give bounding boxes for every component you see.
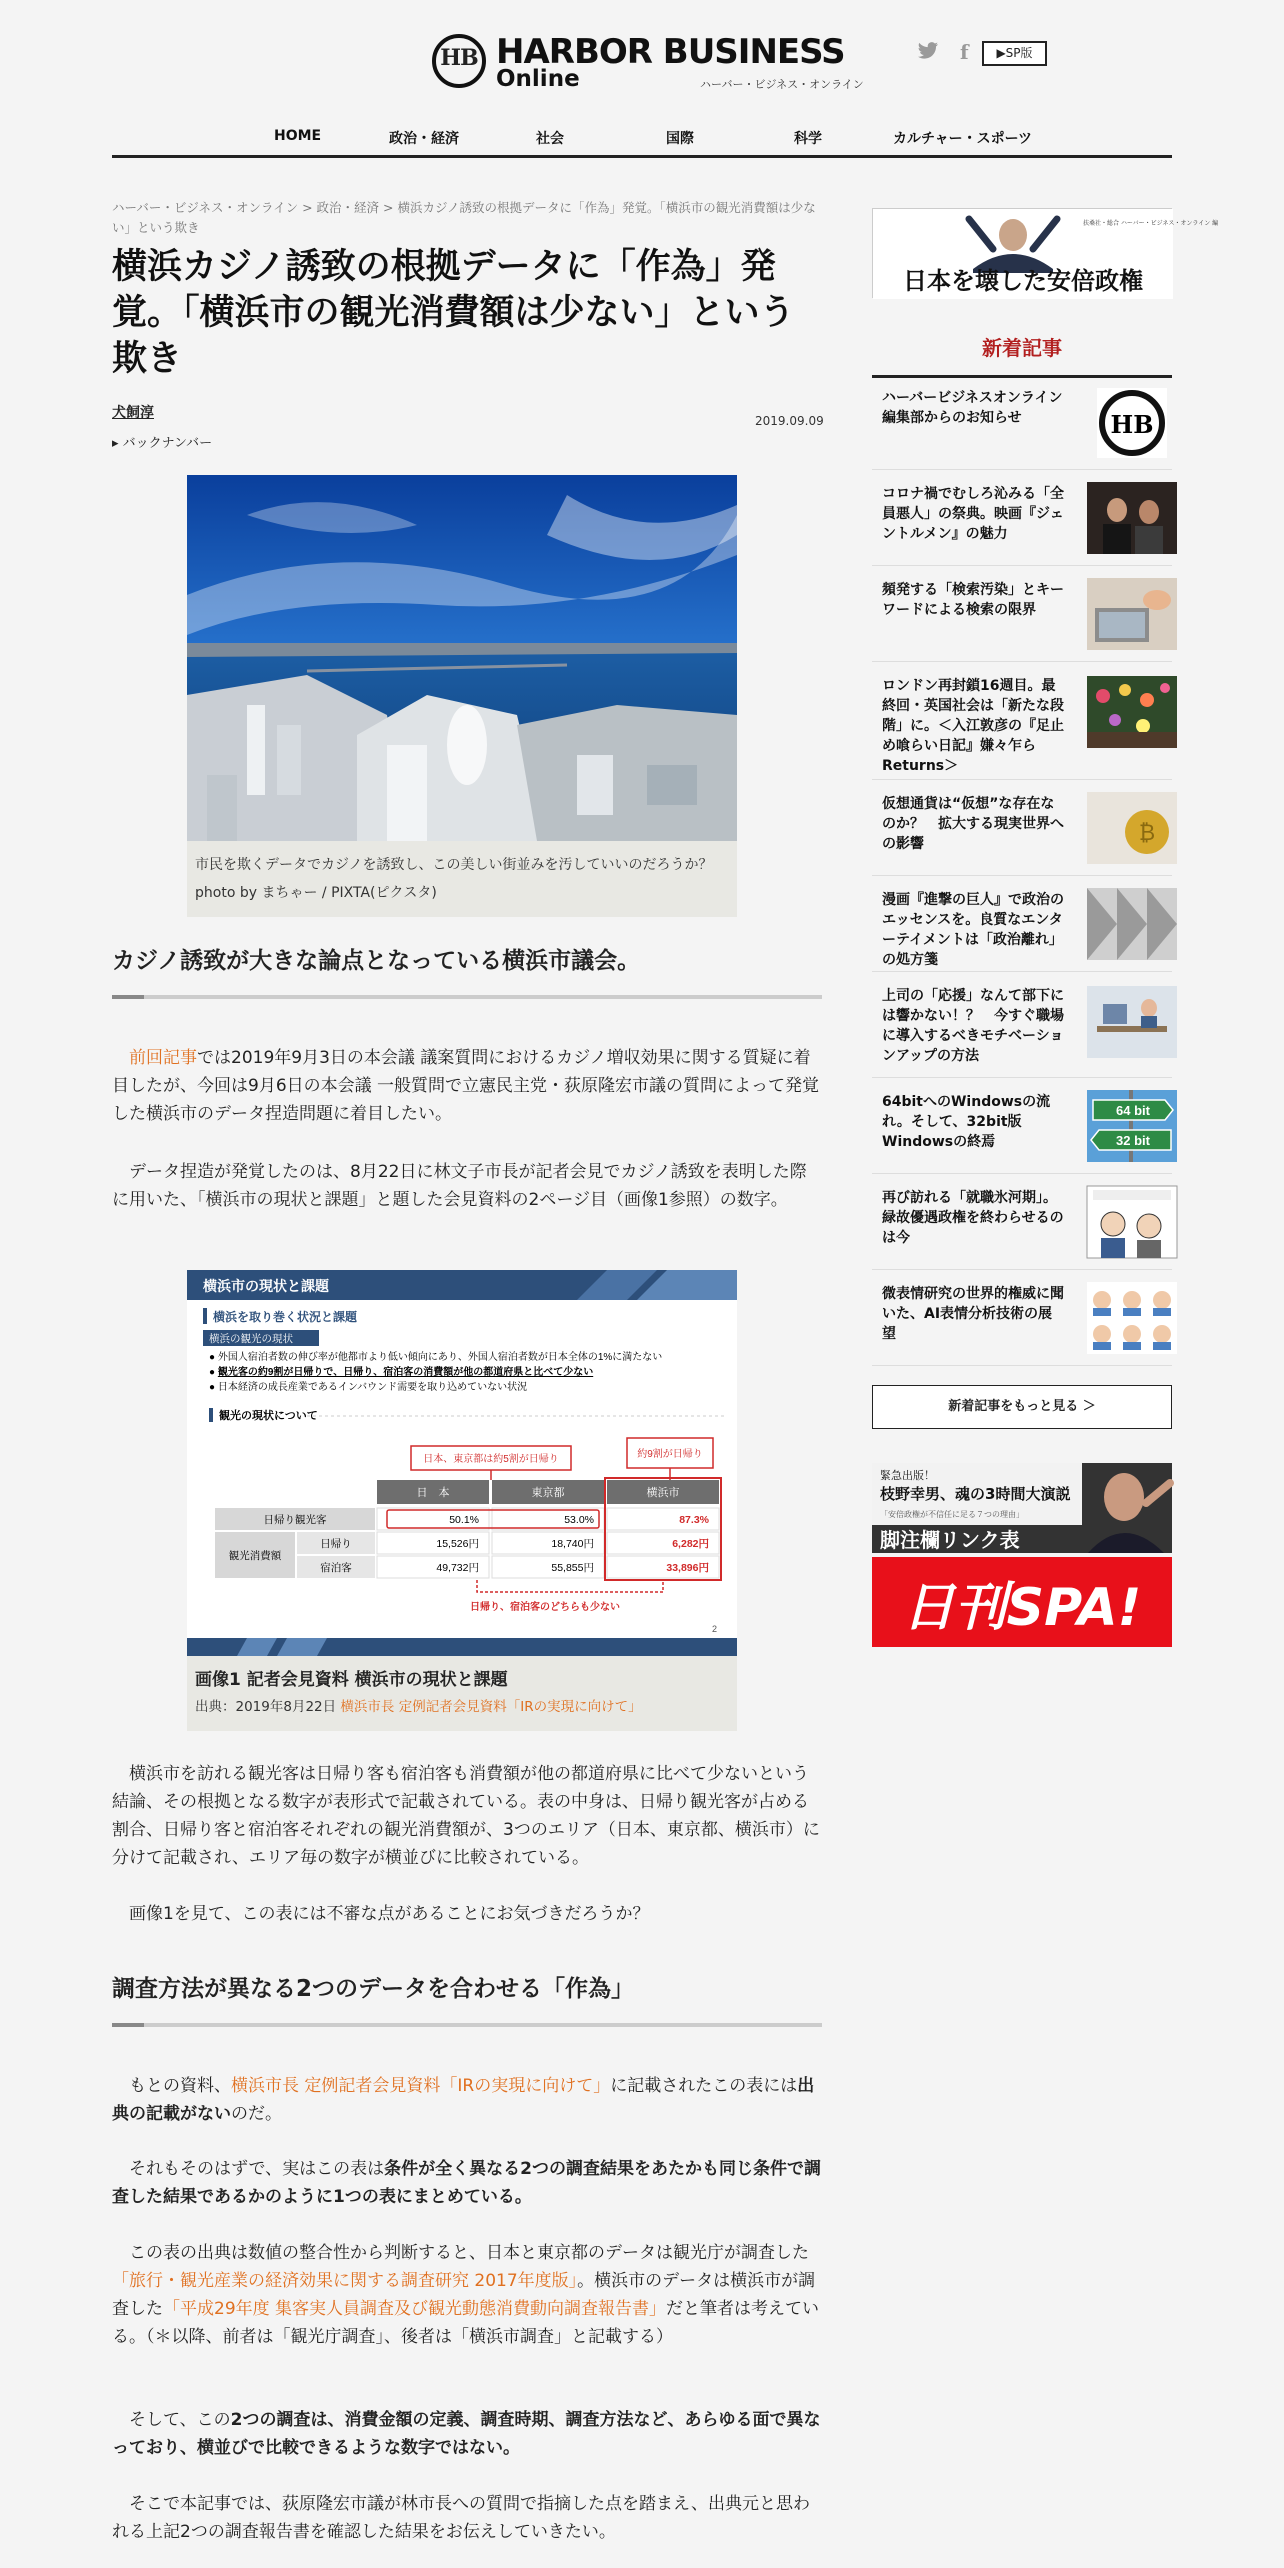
speech-banner-mid: 枝野幸男、魂の3時間大演説 [880,1485,1071,1503]
heading-accent [112,2023,144,2027]
coin-photo-icon [1087,792,1177,864]
news-item-9[interactable] [872,1174,1172,1270]
movie-photo-icon [1087,482,1177,554]
fig-cell-0-1: 53.0% [564,1514,594,1526]
nikkan-spa-logo: 日刊SPA! [902,1578,1142,1638]
news-item-10[interactable] [872,1270,1172,1366]
nav-science[interactable]: 科学 [794,131,822,147]
paragraph-7-post: だと筆者は考えている。（＊以降、前者は「観光庁調査」、後者は「横浜市調査」と記載する） [112,2299,820,2347]
nav-culture-sports[interactable]: カルチャー・スポーツ [893,131,1033,147]
main-nav [112,118,1172,158]
svg-text:₿: ₿ [1138,821,1156,846]
fig-cell-2-0: 49,732円 [436,1562,479,1574]
speech-banner[interactable] [872,1463,1172,1553]
heading-accent [112,995,144,999]
news-item-4[interactable] [872,662,1172,780]
news-item-1[interactable] [872,376,1172,470]
hero-image [187,475,737,841]
fig-callout-left: 日本、東京都は約5割が日帰り [423,1454,559,1465]
paragraph-5-post: のだ。 [231,2104,282,2124]
fig-page-number: 2 [712,1624,718,1634]
author-link[interactable]: 犬飼淳 [112,405,154,421]
fig-cell-1-2: 6,282円 [672,1538,709,1550]
paragraph-5 [112,2072,822,2128]
fig-col-tokyo: 東京都 [531,1487,565,1499]
fig-col-yokohama: 横浜市 [646,1487,680,1499]
news-title: コロナ禍でむしろ沁みる「全員悪人」の祭典。映画『ジェントルメン』の魅力 [882,486,1064,542]
site-logo[interactable] [432,32,864,94]
fig-callout-right: 約9割が日帰り [637,1449,703,1460]
fig-cell-1-0: 15,526円 [436,1538,479,1550]
sign-64bit: 64 bit [1116,1103,1150,1118]
speech-banner-bottom: 脚注欄リンク表 [880,1528,1020,1552]
news-item-5[interactable] [872,780,1172,876]
hero-caption-text: 市民を欺くデータでカジノを誘致し、この美しい街並みを汚していいのだろうか？ [195,857,713,873]
office-photo-icon [1087,986,1177,1058]
sign-32bit: 32 bit [1116,1133,1150,1148]
hbo-logo-icon [1097,388,1167,458]
more-news-button[interactable]: 新着記事をもっと見る ＞ [872,1385,1172,1429]
news-title: ハーバービジネスオンライン編集部からのお知らせ [882,390,1063,426]
figure-caption-title: 画像1 記者会見資料 横浜市の現状と課題 [195,1670,508,1690]
nikkan-spa-banner[interactable] [872,1557,1172,1647]
comic-photo-icon [1087,888,1177,960]
figure-1 [187,1270,737,1656]
section-heading-2 [112,1970,822,2027]
fig-bottom-note: 日帰り、宿泊客のどちらも少ない [470,1602,620,1613]
news-item-6[interactable] [872,876,1172,972]
paragraph-4: 画像1を見て、この表には不審な点があることにお気づきだろうか？ [129,1904,650,1924]
nav-home[interactable]: HOME [274,128,322,144]
nav-politics[interactable]: 政治・経済 [389,131,459,147]
bit-sign-icon [1087,1090,1177,1162]
twitter-icon[interactable] [918,42,938,62]
fig-row-sub-1: 日帰り [320,1538,352,1550]
paragraph-2: データ捏造が発覚したのは、8月22日に林文子市長が記者会見でカジノ誘致を表明した際に用いた、「横浜市の現状と課題」と題した会見資料の2ページ目（画像1参照）の数字。 [112,1162,807,1210]
article-title: 横浜カジノ誘致の根拠データに「作為」発覚。「横浜市の観光消費額は少ない」という欺き [112,247,795,379]
book-banner-small: 扶桑社・総合 ハーバー・ビジネス・オンライン 編 [1083,220,1219,227]
breadcrumb[interactable]: ハーバー・ビジネス・オンライン > 政治・経済 > 横浜カジノ誘致の根拠データに「作為」発覚。「横浜市の観光消費額は少ない」という欺き [112,200,816,235]
fig-subheader: 横浜を取り巻く状況と課題 [213,1310,358,1324]
news-title: 微表情研究の世界的権威に聞いた、AI表情分析技術の展望 [882,1286,1064,1342]
news-item-7[interactable] [872,972,1172,1078]
press-material-link[interactable]: 横浜市長 定例記者会見資料「IRの実現に向けて」 [231,2076,611,2096]
paragraph-1-text: では2019年9月3日の本会議 議案質問におけるカジノ増収効果に関する質疑に着目したが、今回は9月6日の本会議 一般質問で立憲民主党・荻原隆宏市議の質問によって発覚した横浜市のデータ捏造問題に着目したい。 [112,1048,820,1124]
fig-cell-0-0: 50.1% [449,1514,479,1526]
paragraph-6-bold: 条件が全く異なる2つの調査結果をあたかも同じ条件で調査した結果であるかのように1つの表にまとめている。 [112,2159,821,2207]
paragraph-8-pre: そして、この [129,2410,231,2430]
fig-cell-0-2: 87.3% [679,1514,709,1526]
fig-row-label-2: 観光消費額 [228,1550,282,1562]
hero-credit: photo by まちゃー / PIXTA(ピクスタ) [195,885,437,901]
paragraph-3: 横浜市を訪れる観光客は日帰り客も宿泊客も消費額が他の都道府県に比べて少ないという結論、その根拠となる数字が表形式で記載されている。表の中身は、日帰り観光客が占める割合、日帰り客と宿泊客それぞれの観光消費額が、3つのエリア（日本、東京都、横浜市）に分けて記載され、エリア毎の数字が横並びに比較されている。 [112,1764,820,1868]
news-title: 仮想通貨は“仮想”な存在なのか？ 拡大する現実世界への影響 [882,796,1064,852]
tourism-agency-report-link[interactable]: 「旅行・観光産業の経済効果に関する調査研究 2017年度版」 [112,2271,578,2291]
paragraph-7 [112,2239,822,2351]
publish-date: 2019.09.09 [755,414,824,428]
paragraph-8 [112,2406,822,2462]
news-title: 64bitへのWindowsの流れ。そして、32bit版Windowsの終焉 [882,1094,1051,1150]
fig-bullet-2: ● 観光客の約9割が日帰りで、日帰り、宿泊客の消費額が他の都道府県と比べて少ない [209,1367,594,1378]
news-title: 漫画『進撃の巨人』で政治のエッセンスを。良質なエンターテイメントは「政治離れ」の処方箋 [882,892,1064,968]
fig-bullet-1: ● 外国人宿泊者数の伸び率が他都市より低い傾向にあり、外国人宿泊者数が日本全体の1%に満たない [209,1352,663,1363]
paragraph-1 [112,1044,822,1128]
back-number-link[interactable]: ▸ バックナンバー [112,436,213,451]
fig-cell-2-1: 55,855円 [551,1562,594,1574]
news-item-3[interactable] [872,566,1172,662]
news-title: 上司の「応援」なんて部下には響かない！？ 今すぐ職場に導入するべきモチベーションアップの方法 [882,988,1064,1064]
facebook-icon[interactable]: f [960,40,969,64]
manga-photo-icon [1087,1186,1177,1258]
book-banner[interactable] [872,208,1219,298]
figure-source-link[interactable]: 横浜市長 定例記者会見資料「IRの実現に向けて」 [340,1699,642,1715]
paragraph-6 [112,2155,822,2211]
paragraph-9: そこで本記事では、荻原隆宏市議が林市長への質問で指摘した点を踏まえ、出典元と思われる上記2つの調査報告書を確認した結果をお伝えしていきたい。 [112,2494,811,2542]
logo-subtitle: Online [496,66,580,92]
laptop-photo-icon [1087,578,1177,650]
fig-col-japan: 日 本 [416,1487,450,1499]
figure-source [195,1694,729,1720]
previous-article-link[interactable]: 前回記事 [129,1048,197,1068]
news-title: ロンドン再封鎖16週目。最終回・英国社会は「新たな段階」に。＜入江敦彦の『足止め喰らい日記』嫌々乍らReturns＞ [882,678,1064,774]
book-banner-title: 日本を壊した安倍政権 [903,266,1143,295]
paragraph-5-bold: 出典の記載がない [112,2076,815,2124]
yokohama-report-link[interactable]: 「平成29年度 集客実人員調査及び観光動態消費動向調査報告書」 [163,2299,667,2319]
fig-section-label: 観光の現状について [219,1410,318,1422]
fig-row-sub-2: 宿泊客 [320,1562,352,1574]
nav-society[interactable]: 社会 [536,131,564,147]
paragraph-7-mid: 。横浜市のデータは横浜市が調査した [112,2271,816,2319]
paragraph-7-pre: この表の出典は数値の整合性から判断すると、日本と東京都のデータは観光庁が調査した [129,2243,809,2263]
fig-header: 横浜市の現状と課題 [203,1278,329,1294]
fig-row-label-1: 日帰り観光客 [263,1514,327,1526]
fig-tag: 横浜の観光の現状 [209,1333,293,1345]
fig-cell-2-2: 33,896円 [666,1562,709,1574]
news-heading: 新着記事 [872,332,1172,378]
logo-kana: ハーバー・ビジネス・オンライン [700,78,864,91]
flowers-photo-icon [1087,676,1177,748]
speech-banner-small: 「安倍政権が不信任に足る７つの理由」 [880,1510,1024,1519]
figure-caption [187,1656,737,1731]
speech-banner-top: 緊急出版！ [880,1469,935,1482]
fig-bullet-3: ● 日本経済の成長産業であるインバウンド需要を取り込めていない状況 [209,1382,528,1393]
hbo-logo-icon: HB [432,34,486,88]
section-heading-1-text: カジノ誘致が大きな論点となっている横浜市議会。 [112,948,641,974]
faces-photo-icon [1087,1282,1177,1354]
sp-version-button[interactable]: ▶SP版 [982,41,1047,66]
news-item-8[interactable] [872,1078,1172,1174]
logo-title: HARBOR BUSINESS [496,32,845,72]
paragraph-5-pre: もとの資料、 [129,2076,231,2096]
news-item-2[interactable] [872,470,1172,566]
hero-caption [187,841,737,917]
news-title: 頻発する「検索汚染」とキーワードによる検索の限界 [882,582,1064,618]
section-heading-2-text: 調査方法が異なる2つのデータを合わせる「作為」 [112,1976,635,2002]
section-heading-1 [112,942,822,999]
fig-cell-1-1: 18,740円 [551,1538,594,1550]
figure-source-prefix: 出典：2019年8月22日 [195,1699,341,1715]
paragraph-5-mid: に記載されたこの表には [610,2076,798,2096]
svg-text:HB: HB [1110,410,1154,439]
paragraph-6-pre: それもそのはずで、実はこの表は [129,2159,385,2179]
news-title: 再び訪れる「就職氷河期」。緑故優遇政権を終わらせるのは今 [882,1190,1064,1246]
paragraph-8-bold: 2つの調査は、消費金額の定義、調査時期、調査方法など、あらゆる面で異なっており、横並びで比較できるような数字ではない。 [112,2410,821,2458]
nav-international[interactable]: 国際 [666,131,694,147]
